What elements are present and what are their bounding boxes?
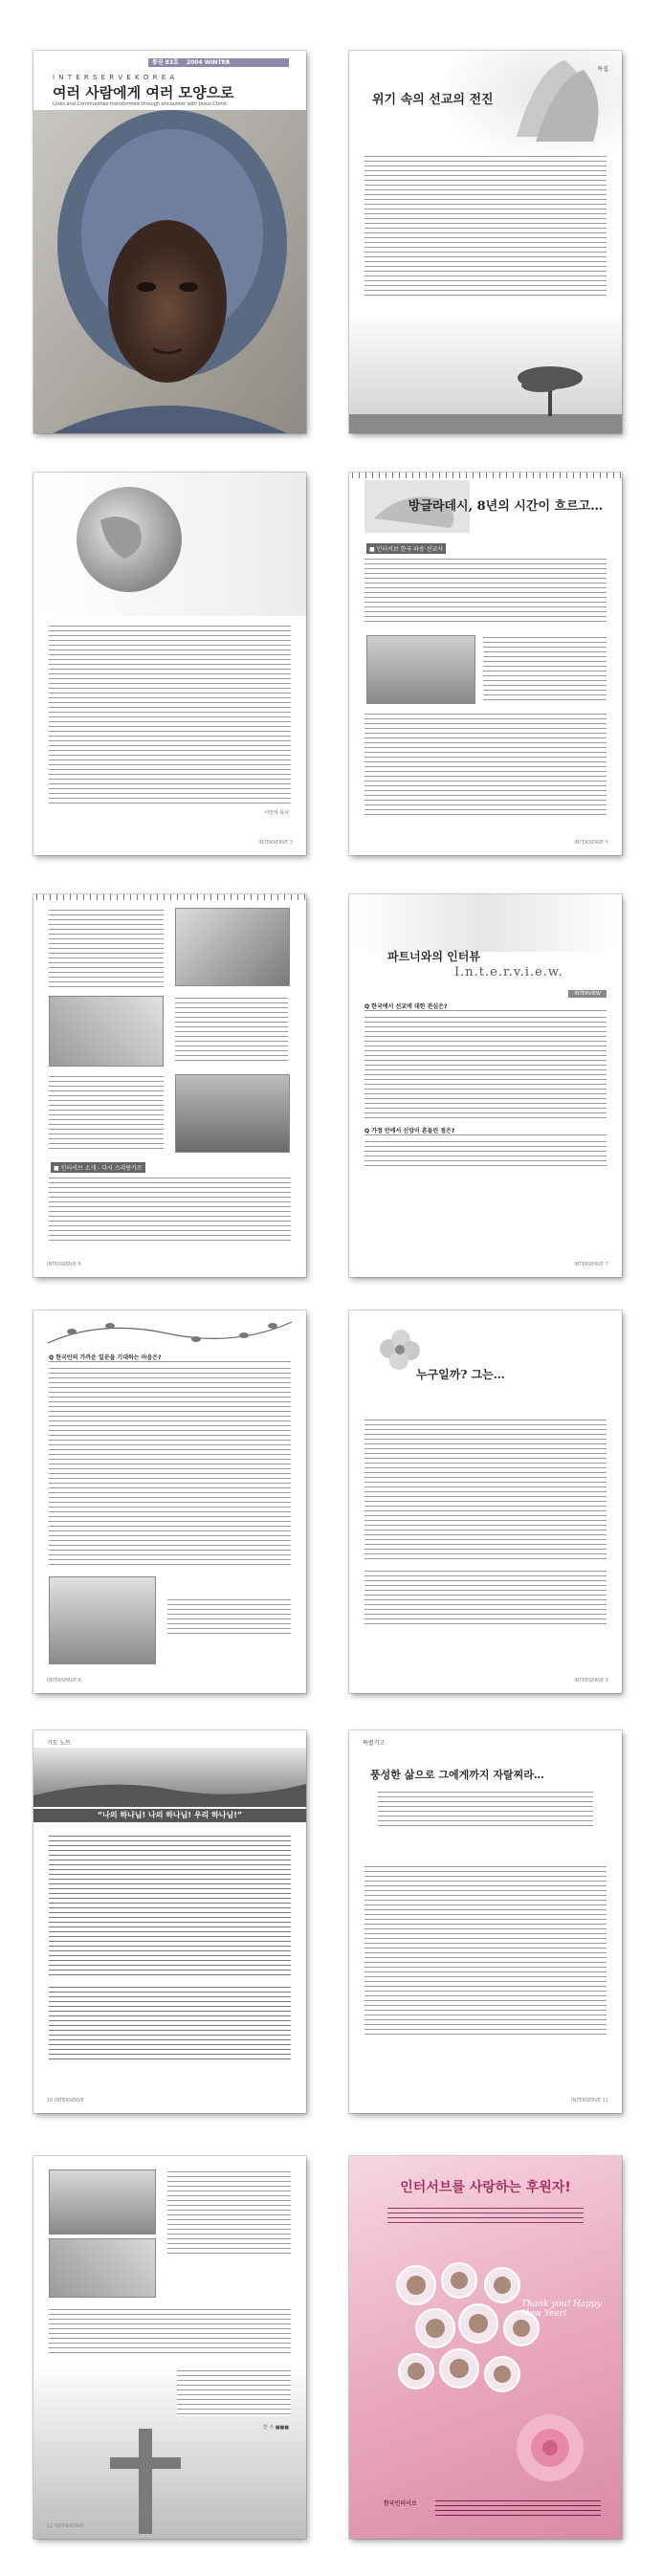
org-name: 한국인터서브 — [384, 2500, 417, 2507]
interview-title: 파트너와의 인터뷰 — [387, 950, 480, 963]
question-2: Q 가정 안에서 신앙이 흔들린 점은? — [364, 1126, 607, 1135]
column-text-1 — [49, 908, 164, 989]
article-body-text-2 — [49, 1985, 291, 2061]
article-body-text — [364, 154, 607, 297]
spiral-binding — [349, 473, 622, 478]
page-prayer — [33, 1730, 306, 2113]
article-label: ■ 인터서브 한국 파송 선교사 — [366, 543, 446, 554]
article-body-text — [364, 1418, 607, 1561]
rose-illustration — [483, 2405, 617, 2491]
page-photos-cross — [33, 2156, 306, 2539]
page-number: INTERSERVE 8 — [47, 1678, 81, 1684]
page-number: INTERSERVE 9 — [574, 1678, 608, 1684]
article-title: 풍성한 삶으로 그에게까지 자랄찌라… — [370, 1769, 544, 1781]
spiral-binding — [33, 894, 306, 900]
vine-illustration — [43, 1314, 297, 1353]
interview-tag: INTERVIEW — [568, 990, 607, 998]
article-body-text — [49, 624, 291, 805]
issue-year: 2004 WINTER — [186, 59, 231, 66]
page-special-feature — [349, 51, 622, 433]
supporter-photos — [387, 2261, 584, 2405]
page-number: INTERSERVE 7 — [574, 1262, 608, 1267]
page-tag: 기도 노트 — [47, 1740, 72, 1747]
question-label: Q 한국인의 가까운 일꾼을 기대하는 마음은? — [49, 1353, 291, 1362]
photo-mid-left — [49, 996, 164, 1067]
article-body-text — [49, 1834, 291, 1977]
page-number: 12 INTERSERVE — [47, 2523, 84, 2529]
cover-subtitle: Lives and Communities transformed through encounter with Jesus Christ — [53, 101, 228, 107]
page-back-cover — [349, 2156, 622, 2539]
blurred-background-photo — [349, 894, 622, 952]
page-cover — [33, 51, 306, 433]
back-intro-text — [387, 2206, 584, 2227]
section-label: ■ 인터서브 소개 - 다시 스리랑카로 — [51, 1162, 145, 1173]
caption-text — [167, 1597, 291, 1636]
page-tag: 특별기고 — [363, 1740, 386, 1747]
article-body-text-3 — [364, 712, 607, 817]
answer-text — [49, 1366, 291, 1567]
answer-2-text — [364, 1139, 607, 1168]
cover-header-band — [148, 58, 289, 67]
author-signature: 한 주 ■■■ — [262, 2425, 289, 2431]
article-body-text-2 — [483, 635, 607, 702]
interview-english: I.n.t.e.r.v.i.e.w. — [454, 965, 563, 980]
back-title: 인터서브를 사랑하는 후원자! — [400, 2180, 571, 2195]
page-special-contribution — [349, 1730, 622, 2113]
issue-label: 통권 83호 — [152, 59, 179, 66]
column-text-3 — [177, 2368, 291, 2416]
page-interview-continued — [33, 1310, 306, 1693]
photo-group-left — [49, 2169, 156, 2235]
page-number: 10 INTERSERVE — [47, 2098, 84, 2103]
thank-you-script: Thank you! Happy New Year! — [521, 2300, 602, 2319]
tree-silhouette-photo — [349, 309, 622, 433]
people-photo — [49, 1576, 156, 1664]
group-photo — [366, 635, 475, 704]
page-who-is-he — [349, 1310, 622, 1693]
cover-portrait-photo — [33, 110, 306, 433]
landscape-photo — [33, 1748, 306, 1807]
intro-text — [378, 1790, 593, 1828]
page-number: INTERSERVE 6 — [47, 1262, 81, 1267]
page-interview — [349, 894, 622, 1277]
column-text-2 — [49, 2307, 291, 2355]
photo-bottom-right — [175, 1074, 290, 1153]
page-sri-lanka — [33, 894, 306, 1277]
column-text-2 — [175, 996, 288, 1065]
article-body-text — [364, 1864, 607, 2037]
article-body-text — [364, 557, 607, 624]
answer-1-text — [364, 1015, 607, 1118]
photo-people — [49, 2238, 156, 2298]
globe-photo — [33, 473, 306, 616]
cover-title: 여러 사람에게 여러 모양으로 — [53, 84, 234, 101]
prayer-banner: “나의 하나님! 나의 하나님! 우리 하나님!” — [33, 1809, 306, 1822]
author-signature: 이만석 목사 — [264, 810, 289, 816]
page-number: INTERSERVE 3 — [258, 840, 293, 846]
column-text-1 — [167, 2169, 291, 2256]
page-bangladesh — [349, 473, 622, 855]
article-title: 방글라데시, 8년의 시간이 흐르고… — [408, 499, 604, 514]
brand-text: I N T E R S E R V E K O R E A — [53, 74, 176, 81]
page-globe-article — [33, 473, 306, 855]
article-title: 누구일까? 그는… — [416, 1368, 505, 1381]
photo-top-right — [175, 908, 290, 986]
article-body-text — [49, 1176, 291, 1243]
column-text-3 — [49, 1074, 164, 1151]
article-body-text-2 — [364, 1569, 607, 1626]
question-1: Q 한국에서 선교에 대한 관심은? — [364, 1002, 607, 1011]
article-title: 위기 속의 선교의 전진 — [372, 93, 494, 107]
page-number: INTERSERVE 11 — [571, 2098, 608, 2103]
org-contact-text — [435, 2499, 601, 2518]
page-number: INTERSERVE 5 — [574, 840, 608, 846]
page-tag: 특집 — [597, 66, 608, 73]
